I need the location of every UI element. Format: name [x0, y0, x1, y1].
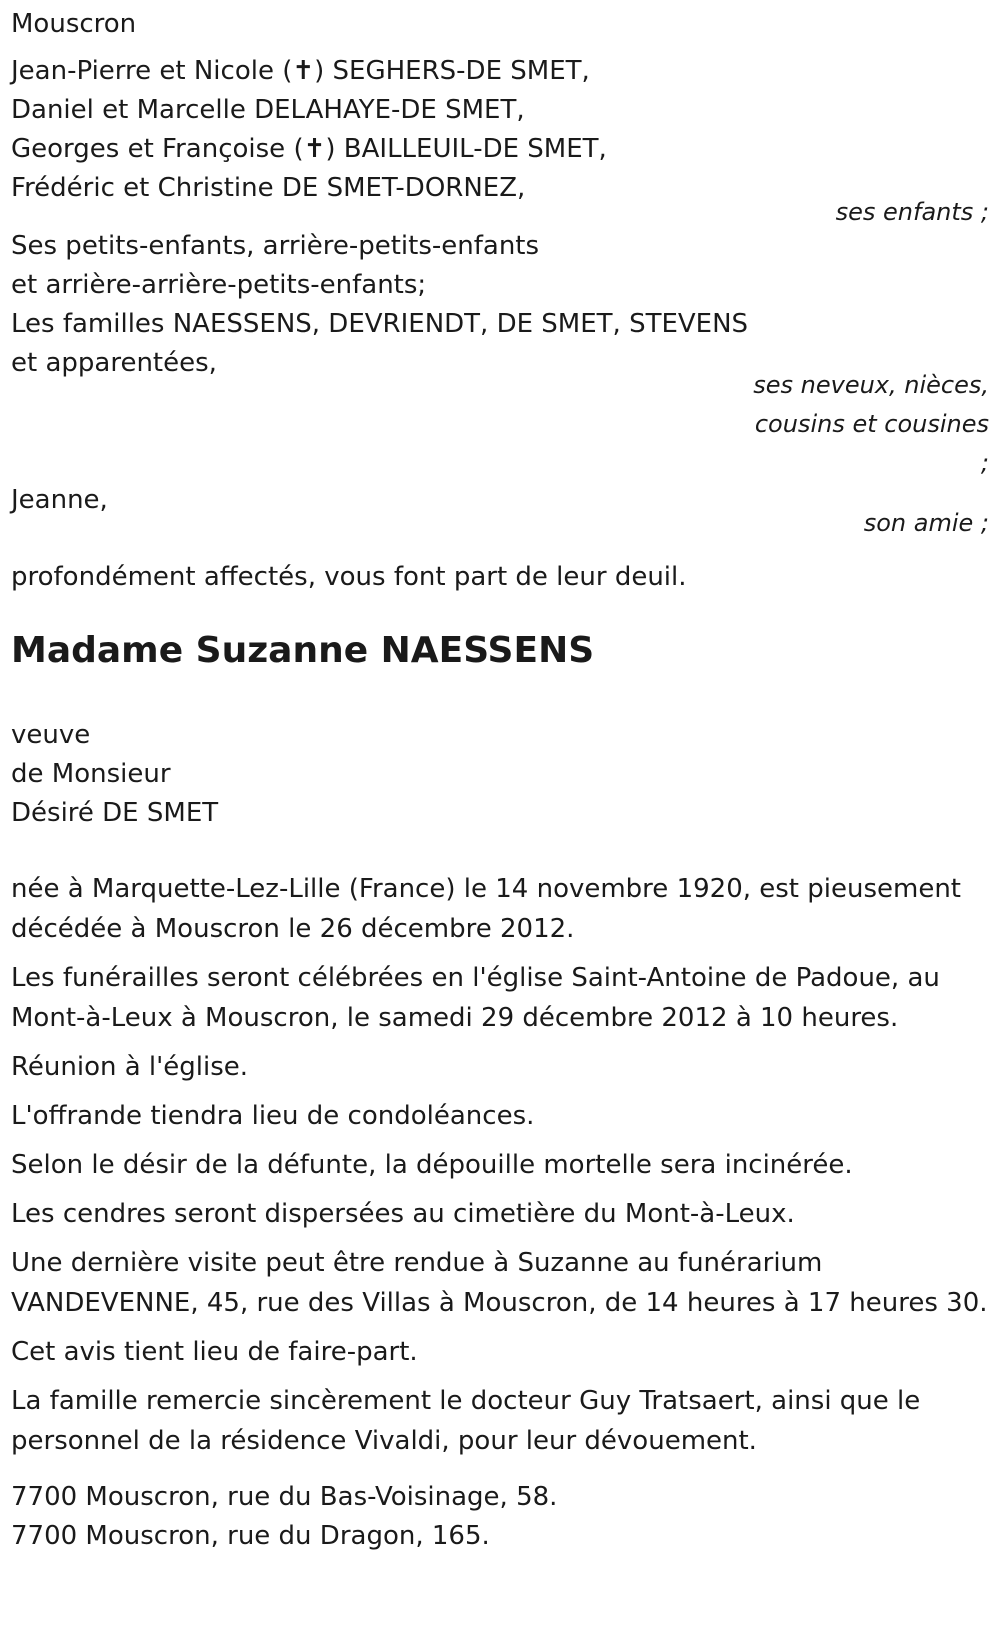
cremation-paragraph: Selon le désir de la défunte, la dépouille mortelle sera incinérée.: [11, 1150, 853, 1180]
children-role: ses enfants ;: [835, 198, 989, 226]
widow-block: [11, 716, 218, 833]
funeral-paragraph: Les funérailles seront célébrées en l'église Saint-Antoine de Padoue, au Mont-à-Leux à Mouscron, le samedi 29 décembre 2012 à 10 heures.: [11, 963, 940, 1033]
meeting-paragraph: Réunion à l'église.: [11, 1052, 249, 1082]
city-heading: Mouscron: [11, 9, 137, 39]
friend-name: Jeanne,: [11, 485, 108, 515]
address-line: 7700 Mouscron, rue du Dragon, 165.: [11, 1521, 490, 1551]
family-line: Les familles NAESSENS, DEVRIENDT, DE SMET, STEVENS: [11, 309, 749, 339]
widow-line: Désiré DE SMET: [11, 798, 219, 828]
notice-paragraph: Cet avis tient lieu de faire-part.: [11, 1337, 418, 1367]
announcement-text: profondément affectés, vous font part de leur deuil.: [11, 562, 687, 592]
thanks-paragraph: La famille remercie sincèrement le docteur Guy Tratsaert, ainsi que le personnel de la résidence Vivaldi, pour leur dévouement.: [11, 1386, 921, 1456]
widow-line: veuve: [11, 720, 91, 750]
widow-line: de Monsieur: [11, 759, 171, 789]
details-block: [11, 869, 989, 1470]
offering-paragraph: L'offrande tiendra lieu de condoléances.: [11, 1101, 535, 1131]
family-line: et arrière-arrière-petits-enfants;: [11, 270, 427, 300]
birth-death-paragraph: née à Marquette-Lez-Lille (France) le 14 novembre 1920, est pieusement décédée à Mouscron le 26 décembre 2012.: [11, 874, 962, 944]
child-line: Daniel et Marcelle DELAHAYE-DE SMET,: [11, 95, 525, 125]
family-role-line: cousins et cousines: [754, 410, 989, 438]
address-line: 7700 Mouscron, rue du Bas-Voisinage, 58.: [11, 1482, 558, 1512]
children-block: [11, 52, 989, 208]
child-line: Frédéric et Christine DE SMET-DORNEZ,: [11, 173, 526, 203]
addresses-block: [11, 1478, 557, 1556]
family-line: et apparentées,: [11, 348, 217, 378]
family-role-line: ;: [980, 449, 989, 477]
family-role-line: ses neveux, nièces,: [753, 371, 989, 399]
child-line: Jean-Pierre et Nicole (✝) SEGHERS-DE SMET,: [11, 56, 590, 86]
ashes-paragraph: Les cendres seront dispersées au cimetière du Mont-à-Leux.: [11, 1199, 795, 1229]
visit-paragraph: Une dernière visite peut être rendue à Suzanne au funérarium VANDEVENNE, 45, rue des Villas à Mouscron, de 14 heures à 17 heures 30.: [11, 1248, 988, 1318]
family-block: [11, 227, 989, 383]
child-line: Georges et Françoise (✝) BAILLEUIL-DE SMET,: [11, 134, 607, 164]
family-line: Ses petits-enfants, arrière-petits-enfants: [11, 231, 540, 261]
deceased-name: Madame Suzanne NAESSENS: [11, 630, 595, 671]
family-role: [753, 366, 989, 483]
friend-role: son amie ;: [863, 509, 989, 537]
